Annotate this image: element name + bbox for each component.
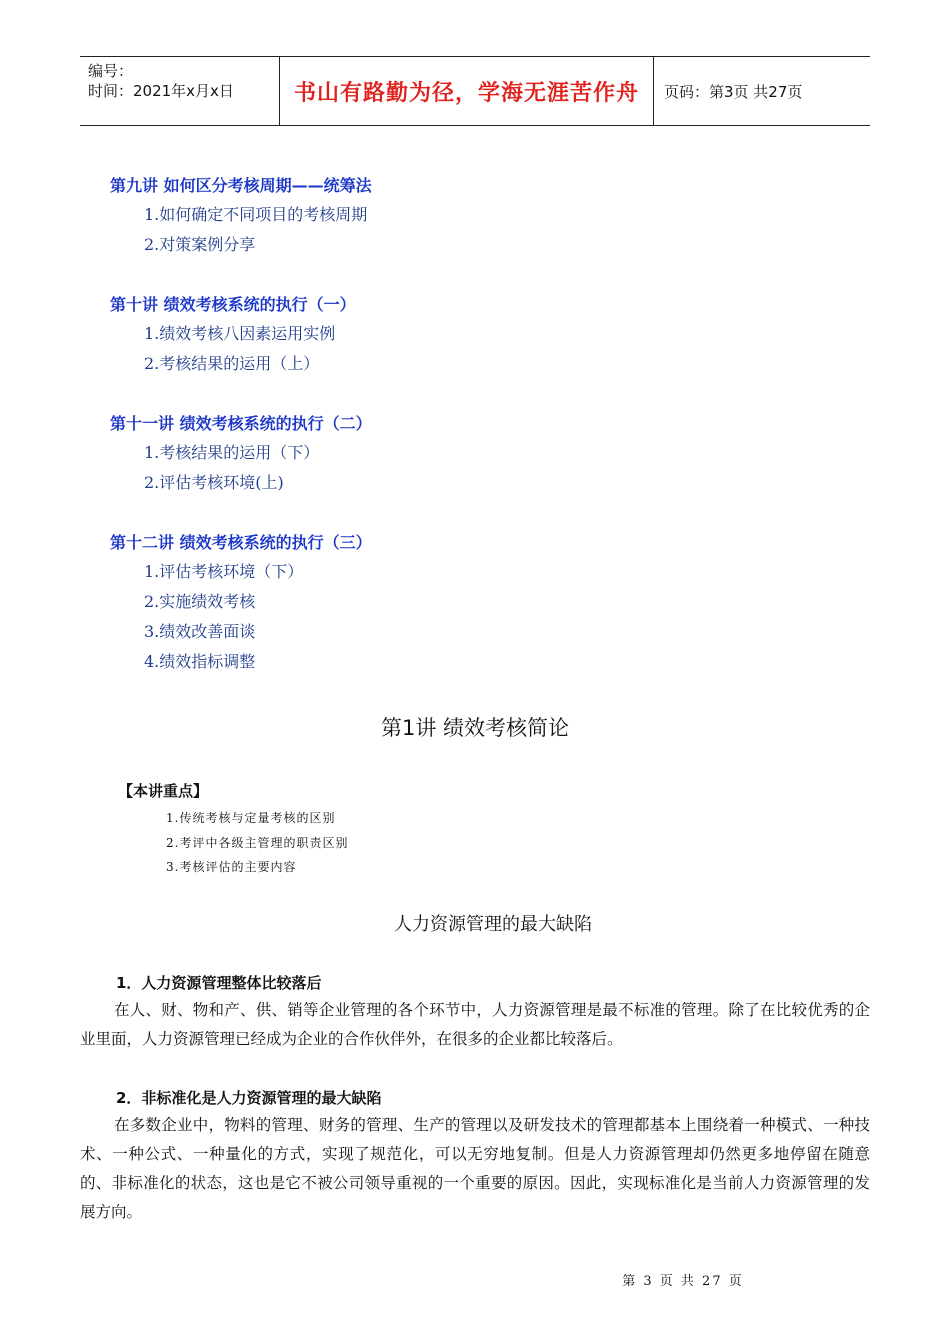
key-point-item: 3.考核评估的主要内容 (166, 860, 297, 874)
lecture-block (110, 410, 372, 498)
lecture-block (110, 291, 356, 379)
key-point-item: 1.传统考核与定量考核的区别 (166, 811, 336, 825)
lecture-item: 4.绩效指标调整 (144, 652, 256, 671)
page-header (80, 56, 870, 126)
lecture-title: 第十一讲 绩效考核系统的执行（二） (110, 414, 372, 433)
lecture-item: 2.对策案例分享 (144, 235, 256, 254)
key-point-item: 2.考评中各级主管理的职责区别 (166, 835, 349, 850)
section-heading: 1．人力资源管理整体比较落后 (116, 974, 322, 992)
header-motto-cell (280, 57, 654, 125)
header-meta (80, 57, 280, 125)
lecture-item: 1.评估考核环境（下） (144, 562, 304, 581)
page-footer: 第 3 页 共 27 页 (622, 1274, 744, 1289)
section-heading: 2．非标准化是人力资源管理的最大缺陷 (116, 1089, 382, 1107)
lecture-item: 1.如何确定不同项目的考核周期 (144, 205, 368, 224)
lecture-item: 2.考核结果的运用（上） (144, 354, 320, 373)
key-points-title: 【本讲重点】 (118, 782, 209, 800)
doc-date-label: 时间：2021年x月x日 (88, 82, 234, 100)
doc-number-label: 编号： (88, 62, 134, 80)
lecture-item: 1.考核结果的运用（下） (144, 443, 320, 462)
header-page-info: 页码：第3页 共27页 (664, 82, 803, 101)
lecture-item: 2.评估考核环境(上) (144, 473, 284, 492)
section-paragraph: 在人、财、物和产、供、销等企业管理的各个环节中，人力资源管理是最不标准的管理。除了在比较优秀的企业里面，人力资源管理已经成为企业的合作伙伴外，在很多的企业都比较落后。 (80, 1001, 870, 1048)
header-motto: 书山有路勤为径，学海无涯苦作舟 (293, 80, 639, 106)
lecture-block (110, 172, 372, 260)
section-subtitle: 人力资源管理的最大缺陷 (394, 914, 592, 935)
chapter-title: 第1讲 绩效考核简论 (380, 716, 570, 740)
lecture-block (110, 529, 372, 677)
section-paragraph: 在多数企业中，物料的管理、财务的管理、生产的管理以及研发技术的管理都基本上围绕着一种模式、一种技术、一种公式、一种量化的方式，实现了规范化，可以无穷地复制。但是人力资源管理却仍然更多地停留在随意的、非标准化的状态，这也是它不被公司领导重视的一个重要的原因。因此，实现标准化是当前人力资源管理的发展方向。 (80, 1116, 870, 1221)
lecture-title: 第九讲 如何区分考核周期——统筹法 (110, 176, 372, 195)
lecture-item: 3.绩效改善面谈 (144, 622, 256, 641)
lecture-title: 第十二讲 绩效考核系统的执行（三） (110, 533, 372, 552)
lecture-item: 1.绩效考核八因素运用实例 (144, 324, 336, 343)
lecture-item: 2.实施绩效考核 (144, 592, 256, 611)
lecture-title: 第十讲 绩效考核系统的执行（一） (110, 295, 356, 314)
key-points-list (166, 806, 348, 880)
